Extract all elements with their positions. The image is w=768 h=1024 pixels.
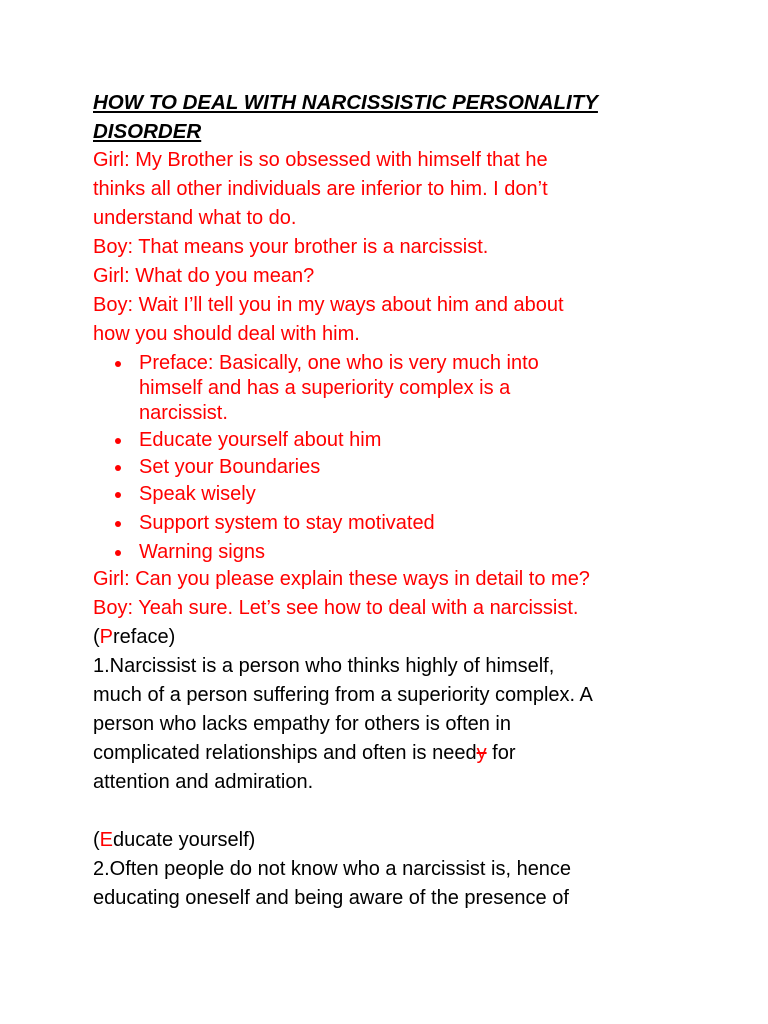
paragraph-line: much of a person suffering from a superiority complex. A xyxy=(93,684,593,706)
dialogue-followup xyxy=(93,565,693,623)
heading-rest: ducate yourself) xyxy=(113,829,256,851)
bullet-icon xyxy=(115,550,121,556)
dialogue-line: understand what to do. xyxy=(93,207,297,229)
text-after-edit: for xyxy=(486,742,516,764)
dialogue-line: Boy: Yeah sure. Let’s see how to deal with a narcissist. xyxy=(93,597,579,619)
dialogue-line: Girl: My Brother is so obsessed with himself that he xyxy=(93,149,548,171)
list-item-text: Speak wisely xyxy=(139,483,256,505)
paragraph-line: attention and admiration. xyxy=(93,771,314,793)
list-item-text: Support system to stay motivated xyxy=(139,512,435,534)
list-item-speak xyxy=(115,482,693,507)
heading-initial: P xyxy=(99,626,114,648)
paragraph-line: 2.Often people do not know who a narcissist is, hence xyxy=(93,858,572,880)
section-preface xyxy=(93,623,693,797)
list-item-text: himself and has a superiority complex is a xyxy=(139,377,511,399)
section-heading xyxy=(93,826,693,855)
dialogue-line: how you should deal with him. xyxy=(93,323,360,345)
heading-paren: ( xyxy=(93,626,100,648)
section-heading xyxy=(93,623,693,652)
dialogue-line: Boy: Wait I’ll tell you in my ways about him and about xyxy=(93,294,564,316)
list-item-text: Warning signs xyxy=(139,541,265,563)
list-item-warning xyxy=(115,540,693,565)
list-item-boundaries xyxy=(115,455,693,480)
bullet-icon xyxy=(115,465,121,471)
paragraph-line xyxy=(93,739,693,768)
document-title-line-1: HOW TO DEAL WITH NARCISSISTIC PERSONALITY xyxy=(93,91,598,114)
heading-paren: ( xyxy=(93,829,100,851)
blank-line xyxy=(93,797,693,826)
list-item-text: Educate yourself about him xyxy=(139,429,382,451)
list-item-text: narcissist. xyxy=(139,402,228,424)
paragraph-line: educating oneself and being aware of the presence of xyxy=(93,887,569,909)
list-item-text: Set your Boundaries xyxy=(139,456,321,478)
list-item-support xyxy=(115,511,693,536)
dialogue-line: thinks all other individuals are inferior to him. I don’t xyxy=(93,178,548,200)
ways-list xyxy=(93,351,693,565)
heading-rest: reface) xyxy=(113,626,176,648)
paragraph-line: 1.Narcissist is a person who thinks highly of himself, xyxy=(93,655,555,677)
document-title-line-2: DISORDER xyxy=(93,120,202,143)
bullet-icon xyxy=(115,492,121,498)
list-item-preface xyxy=(115,351,693,426)
dialogue-line: Boy: That means your brother is a narcissist. xyxy=(93,236,489,258)
bullet-icon xyxy=(115,361,121,367)
paragraph-line: person who lacks empathy for others is often in xyxy=(93,713,511,735)
bullet-icon xyxy=(115,521,121,527)
dialogue-line: Girl: Can you please explain these ways in detail to me? xyxy=(93,568,590,590)
list-item-text: Preface: Basically, one who is very much into xyxy=(139,352,539,374)
heading-initial: E xyxy=(99,829,114,851)
document-page xyxy=(93,88,693,913)
section-educate xyxy=(93,826,693,913)
bullet-icon xyxy=(115,438,121,444)
list-item-educate xyxy=(115,428,693,453)
struck-letter: y xyxy=(476,742,487,764)
dialogue-intro xyxy=(93,146,693,349)
dialogue-line: Girl: What do you mean? xyxy=(93,265,315,287)
text-before-edit: complicated relationships and often is need xyxy=(93,742,477,764)
